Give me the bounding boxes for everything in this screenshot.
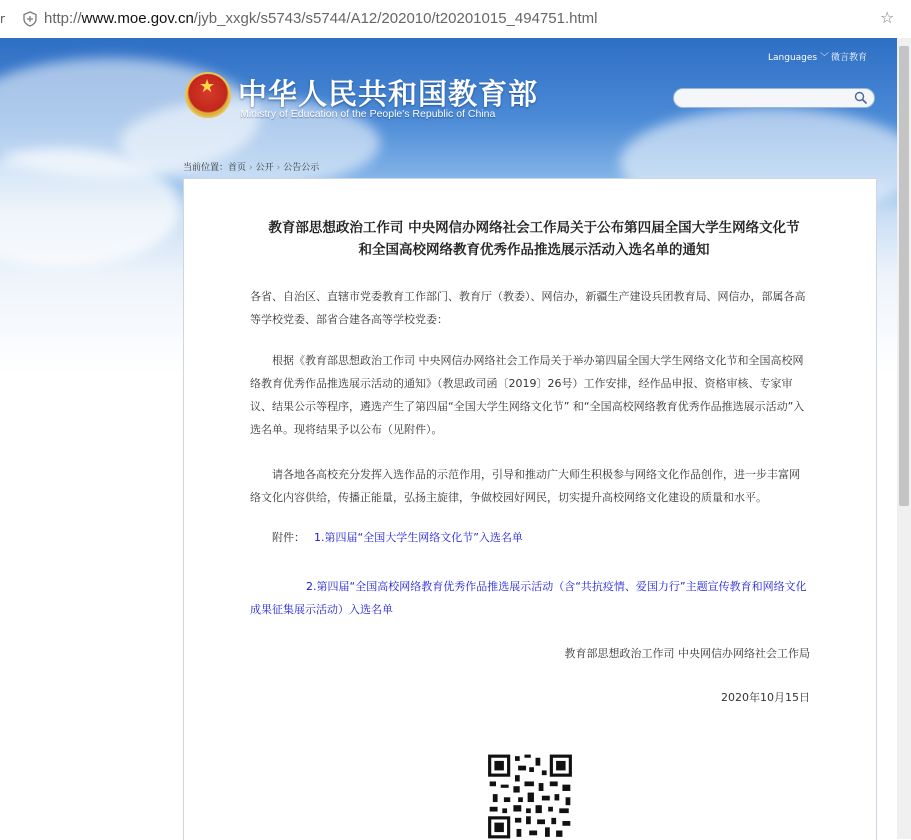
search-icon[interactable] bbox=[854, 91, 868, 105]
article-panel bbox=[183, 178, 877, 840]
attachment-link-2[interactable]: 2.第四届“全国高校网络教育优秀作品推选展示活动（含“共抗疫情、爱国力行”主题宣传教育和网络文化成果征集展示活动）入选名单 bbox=[250, 580, 807, 616]
breadcrumb-public[interactable]: 公开 bbox=[255, 163, 274, 173]
national-emblem-icon[interactable]: ★ bbox=[185, 72, 231, 118]
scrollbar-thumb[interactable] bbox=[899, 46, 909, 506]
site-subtitle: Ministry of Education of the People's Republic of China bbox=[240, 108, 496, 120]
bookmark-star-icon[interactable]: ☆ bbox=[880, 8, 895, 27]
breadcrumb bbox=[183, 160, 319, 173]
article-title bbox=[244, 217, 824, 261]
browser-address-bar bbox=[0, 0, 911, 39]
url-path: /jyb_xxgk/s5743/s5744/A12/202010/t20201015_494751.html bbox=[193, 10, 598, 27]
languages-link[interactable]: Languages ﹀ bbox=[768, 53, 829, 63]
site-title[interactable]: 中华人民共和国教育部 bbox=[238, 77, 539, 111]
attachment-link-1[interactable]: 1.第四届“全国大学生网络文化节”入选名单 bbox=[314, 531, 523, 544]
breadcrumb-announcements[interactable]: 公告公示 bbox=[283, 163, 320, 173]
shield-icon[interactable] bbox=[22, 11, 38, 27]
address-bar-edge-glyph: r bbox=[0, 12, 5, 26]
article-greeting: 各省、自治区、直辖市党委教育工作部门、教育厅（教委）、网信办，新疆生产建设兵团教育局、网信办，部属各高等学校党委、部省合建各高等学校党委： bbox=[250, 290, 806, 326]
search-input[interactable] bbox=[673, 88, 875, 108]
url-prefix: http:// bbox=[44, 10, 82, 27]
url-field[interactable] bbox=[44, 10, 597, 27]
url-host: www.moe.gov.cn bbox=[81, 10, 194, 27]
attachment-label: 附件： bbox=[272, 531, 305, 544]
issue-date: 2020年10月15日 bbox=[721, 691, 810, 704]
issuer-signature: 教育部思想政治工作司 中央网信办网络社会工作局 bbox=[564, 647, 810, 660]
article-paragraph: 根据《教育部思想政治工作司 中央网信办网络社会工作局关于举办第四届全国大学生网络文化节和全国高校网络教育优秀作品推选展示活动的通知》（教思政司函〔2019〕26号）工作安排，经作品申报、资格审核、专家审议、结果公示等程序，遴选产生了第四届“全国大学生网络文化节” 和“全国高校网络教育优秀作品推选展示活动”入选名单。现将结果予以公布（见附件）。 bbox=[250, 354, 805, 436]
article-paragraph: 请各地各高校充分发挥入选作品的示范作用，引导和推动广大师生积极参与网络文化作品创作，进一步丰富网络文化内容供给，传播正能量，弘扬主旋律，争做校园好网民，切实提升高校网络文化建设的质量和水平。 bbox=[250, 468, 800, 504]
weibo-link[interactable]: 微言教育 bbox=[831, 53, 868, 63]
chevron-right-icon: › bbox=[276, 163, 281, 173]
article-title-line: 和全国高校网络教育优秀作品推选展示活动入选名单的通知 bbox=[358, 242, 710, 258]
breadcrumb-home[interactable]: 首页 bbox=[228, 163, 247, 173]
chevron-right-icon: › bbox=[249, 163, 253, 173]
breadcrumb-label: 当前位置： bbox=[183, 163, 229, 173]
article-title-line: 教育部思想政治工作司 中央网信办网络社会工作局关于公布第四届全国大学生网络文化节 bbox=[268, 220, 800, 236]
qr-code-icon bbox=[475, 753, 585, 840]
